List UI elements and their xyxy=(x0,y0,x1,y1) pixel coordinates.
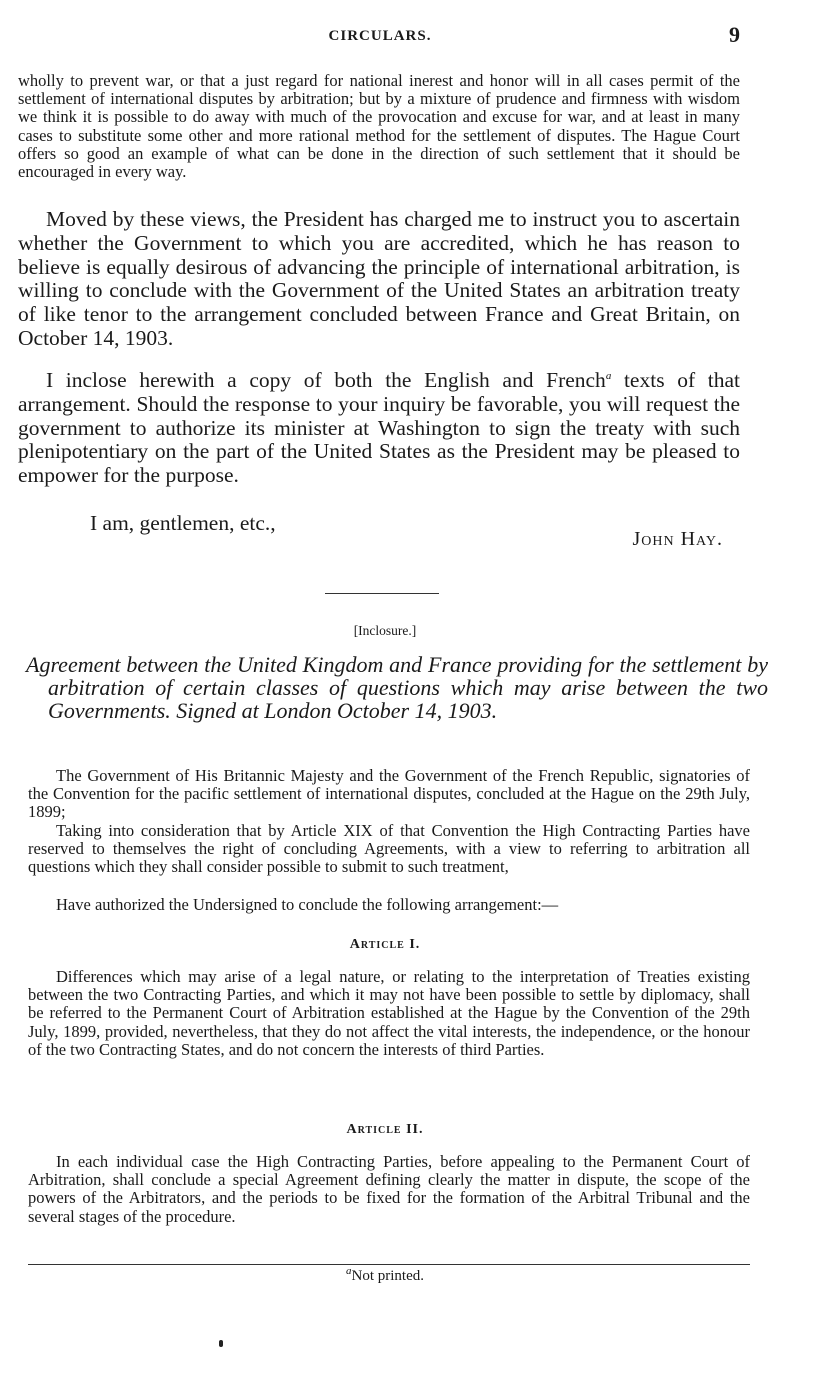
letter-closing: I am, gentlemen, etc., xyxy=(90,511,276,535)
inclose-text-part-1: I inclose herewith a copy of both the English and French xyxy=(46,368,606,392)
inclosure-label: [Inclosure.] xyxy=(353,623,417,638)
article-1-heading: Article I. xyxy=(349,937,421,952)
preamble-paragraph-3: Have authorized the Undersigned to conclude the following arrangement:— xyxy=(56,895,559,914)
ink-speck xyxy=(219,1340,223,1347)
running-head: CIRCULARS. xyxy=(328,28,432,44)
article-2-heading: Article II. xyxy=(346,1122,424,1137)
preamble-paragraph-2: Taking into consideration that by Article XIX of that Convention the High Contracting Parties have reserved to themselves the right of concluding Agreements, with a view to referring to arbitration all questions which they shall consider possible to submit to such treatment, xyxy=(28,821,750,877)
footnote-divider xyxy=(28,1264,750,1265)
article-2-text: In each individual case the High Contracting Parties, before appealing to the Permanent Court of Arbitration, shall conclude a special Agreement defining clearly the matter in dispute, the scope of the powers of the Arbitrators, and the periods to be fixed for the formation of the Arbitral Tribunal and the several stages of the procedure. xyxy=(28,1152,750,1226)
article-1-text: Differences which may arise of a legal nature, or relating to the interpretation of Treaties existing between the two Contracting Parties, and which it may not have been possible to settle by diplomacy, shall be referred to the Permanent Court of Arbitration established at the Hague by the Convention of the 29th July, 1899, provided, nevertheless, that they do not affect the vital interests, the independence, or the honour of the two Contracting States, and do not concern the interests of third Parties. xyxy=(28,967,750,1059)
inclose-text-part-2: texts of that arrangement. Should the response to your inquiry be favorable, you will request the government to authorize its minister at Washington to sign the treaty with such plenipotentiary on the part of the United States as the President may be pleased to empower for the purpose. xyxy=(18,368,740,488)
section-divider xyxy=(325,593,439,594)
letter-paragraph-inclose xyxy=(18,369,740,488)
footnote-mark: a xyxy=(346,1265,352,1277)
letter-signature: John Hay. xyxy=(632,528,723,550)
letter-paragraph-moved: Moved by these views, the President has charged me to instruct you to ascertain whether the Government to which you are accredited, which he has reason to believe is equally desirous of advancing the principle of international arbitration, is willing to conclude with the Government of the United States an arbitration treaty of like tenor to the arrangement concluded between France and Great Britain, on October 14, 1903. xyxy=(18,207,740,350)
page-number: 9 xyxy=(729,22,740,47)
footnote xyxy=(0,1265,770,1285)
footnote-reference-mark: a xyxy=(605,369,612,382)
preamble-paragraph-1: The Government of His Britannic Majesty and the Government of the French Republic, signatories of the Convention for the pacific settlement of international disputes, concluded at the Hague on the 29th July, 1899; xyxy=(28,766,750,822)
page-header xyxy=(20,22,740,48)
agreement-title: Agreement between the United Kingdom and France providing for the settlement by arbitration of certain classes of questions which may arise between the two Governments. Signed at London October 14, 1903. xyxy=(26,652,768,723)
letter-paragraph-continued: wholly to prevent war, or that a just regard for national inerest and honor will in all cases permit of the settlement of international disputes by arbitration; but by a mixture of prudence and firmness with wisdom we think it is possible to do away with much of the provocation and excuse for war, and at least in many cases to substitute some other and more rational method for the settlement of disputes. The Hague Court offers so good an example of what can be done in the direction of such settlement that it should be encouraged in every way. xyxy=(18,71,740,182)
footnote-text: Not printed. xyxy=(351,1268,424,1284)
